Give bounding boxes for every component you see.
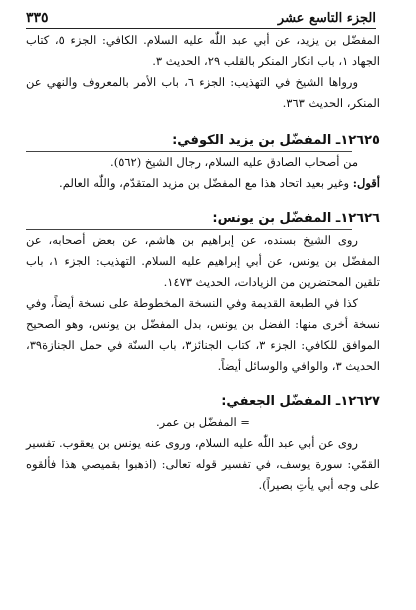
note-label: أقول: bbox=[352, 176, 380, 190]
entry-12626-paragraph-2: كذا في الطبعة القديمة وفي النسخة المخطوطة على نسخة أيضاً، وفي نسخة أخرى منها: الفضل بن يونس، بدل المفضّل بن يونس، وهو الصحيح الموافق للكافي: الجزء ٣، كتاب الجنائز٣، باب السنّة في حمل الجنازة٣٩، الحديث ٣، والوافي والوسائل أيضاً. bbox=[26, 296, 380, 373]
entry-title-12625: ١٢٦٢٥ـ المفضّل بن يزيد الكوفي: bbox=[172, 133, 380, 148]
entry-title-12627: ١٢٦٢٧ـ المفضّل الجعفي: bbox=[221, 394, 380, 409]
entry-title-12626: ١٢٦٢٦ـ المفضّل بن يونس: bbox=[212, 211, 380, 226]
page-body bbox=[26, 30, 380, 496]
intro-paragraph-2: ورواها الشيخ في التهذيب: الجزء ٦، باب الأمر بالمعروف والنهي عن المنكر، الحديث ٣٦٣. bbox=[26, 75, 380, 110]
entry-12627-subtitle: = المفضّل بن عمر. bbox=[156, 415, 250, 429]
running-title: الجزء التاسع عشر bbox=[277, 11, 376, 26]
entry-12625-text: من أصحاب الصادق عليه السلام، رجال الشيخ (٥٦٢). bbox=[110, 155, 358, 169]
entry-12626-paragraph-1: روى الشيخ بسنده، عن إبراهيم بن هاشم، عن بعض أصحابه، عن المفضّل بن يونس، عن أبي إبراهيم عليه السلام. التهذيب: الجزء ١، باب تلقين المحتضرين من الزيادات، الحديث ١٤٧٣. bbox=[26, 233, 380, 289]
entry-12627-paragraph-1: روى عن أبي عبد اللّٰه عليه السلام، وروى عنه يونس بن يعقوب. تفسير القمّي: سورة يوسف، في تفسير قوله تعالى: (اذهبوا بقميصي هذا فألقوه على وجه أبي يأتِ بصيراً). bbox=[26, 436, 380, 492]
page-header bbox=[26, 6, 376, 29]
note-text: وغير بعيد اتحاد هذا مع المفضّل بن مزيد المتقدّم، واللّٰه العالم. bbox=[59, 176, 350, 190]
entry-12625-note bbox=[26, 173, 380, 194]
intro-paragraph-1: المفضّل بن يزيد، عن أبي عبد اللّٰه عليه السلام. الكافي: الجزء ٥، كتاب الجهاد ١، باب انكار المنكر بالقلب ٢٩، الحديث ٣. bbox=[26, 33, 380, 68]
page-number: ٣٣٥ bbox=[26, 10, 49, 26]
